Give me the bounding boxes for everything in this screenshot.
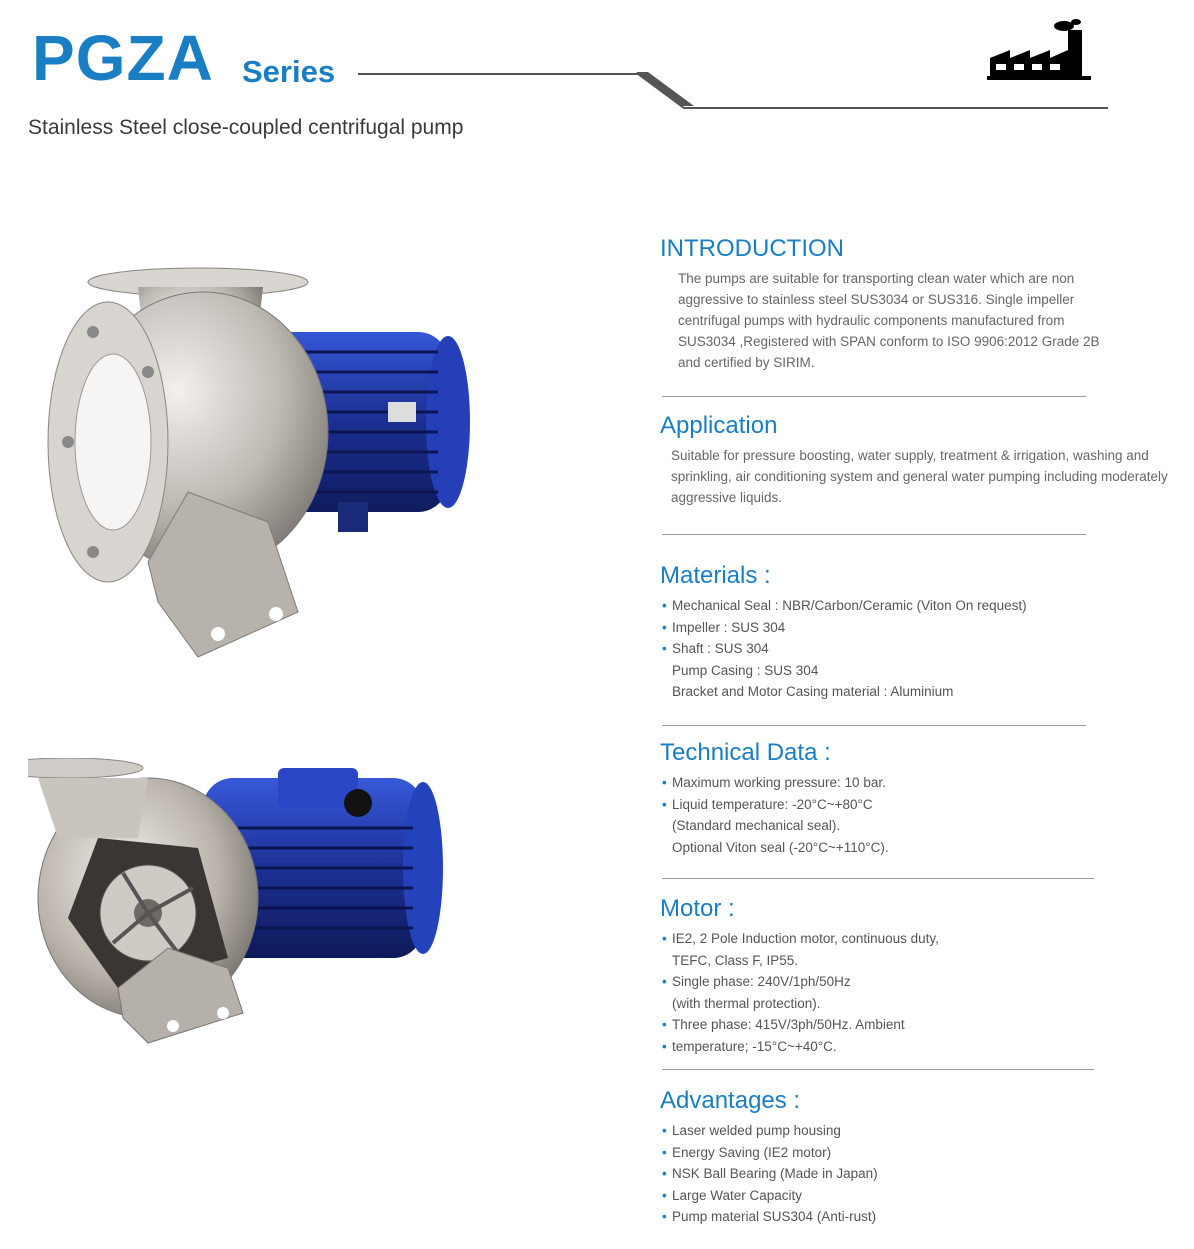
list-item: • IE2, 2 Pole Induction motor, continuous duty, bbox=[660, 928, 1180, 950]
application-text: Suitable for pressure boosting, water supply, treatment & irrigation, washing and sprinkling, air conditioning system and general water pumping including moderately aggressive liquids. bbox=[671, 448, 1168, 506]
list-item: • Laser welded pump housing bbox=[660, 1120, 1180, 1142]
list-item: • Three phase: 415V/3ph/50Hz. Ambient bbox=[660, 1014, 1180, 1036]
advantages-section bbox=[660, 1088, 1180, 1228]
motor-heading: Motor : bbox=[660, 895, 735, 922]
list-item: • Energy Saving (IE2 motor) bbox=[660, 1142, 1180, 1164]
introduction-section bbox=[660, 236, 1180, 373]
list-item: (with thermal protection). bbox=[672, 995, 821, 1011]
introduction-heading: INTRODUCTION bbox=[660, 235, 844, 262]
list-item: Bracket and Motor Casing material : Aluminium bbox=[672, 684, 954, 700]
introduction-text: The pumps are suitable for transporting clean water which are non aggressive to stainless steel SUS3034 or SUS316. Single impeller centrifugal pumps with hydraulic components manufactured from SUS3034 ,Registered with SPAN conform to ISO 9906:2012 Grade 2B and certified by SIRIM. bbox=[678, 271, 1100, 371]
list-item: • Mechanical Seal : NBR/Carbon/Ceramic (Viton On request) bbox=[660, 595, 1180, 617]
divider bbox=[662, 396, 1086, 397]
materials-heading: Materials : bbox=[660, 562, 771, 589]
list-item: • Large Water Capacity bbox=[660, 1185, 1180, 1207]
divider bbox=[662, 725, 1086, 726]
technical-data-section bbox=[660, 740, 1180, 858]
technical-data-heading: Technical Data : bbox=[660, 739, 831, 766]
divider bbox=[662, 534, 1086, 535]
factory-icon bbox=[984, 18, 1094, 98]
pump-image-assembled bbox=[38, 262, 478, 672]
application-section bbox=[660, 413, 1180, 508]
list-item: • Maximum working pressure: 10 bar. bbox=[660, 772, 1180, 794]
list-item: • Single phase: 240V/1ph/50Hz bbox=[660, 971, 1180, 993]
series-title: PGZA bbox=[32, 22, 214, 94]
application-heading: Application bbox=[660, 412, 778, 439]
series-label: Series bbox=[242, 54, 336, 89]
list-item: Pump Casing : SUS 304 bbox=[672, 662, 819, 678]
motor-section bbox=[660, 896, 1180, 1057]
list-item: TEFC, Class F, IP55. bbox=[672, 952, 799, 968]
list-item: • Impeller : SUS 304 bbox=[660, 617, 1180, 639]
divider bbox=[662, 878, 1094, 879]
materials-section bbox=[660, 563, 1180, 703]
list-item: • Pump material SUS304 (Anti-rust) bbox=[660, 1206, 1180, 1228]
list-item: • Shaft : SUS 304 bbox=[660, 638, 1180, 660]
list-item: • temperature; -15°C~+40°C. bbox=[660, 1036, 1180, 1058]
advantages-heading: Advantages : bbox=[660, 1087, 801, 1114]
list-item: (Standard mechanical seal). bbox=[672, 818, 841, 834]
page-subtitle: Stainless Steel close-coupled centrifugal pump bbox=[28, 116, 464, 139]
list-item: • Liquid temperature: -20°C~+80°C bbox=[660, 794, 1180, 816]
divider bbox=[662, 1069, 1094, 1070]
list-item: • NSK Ball Bearing (Made in Japan) bbox=[660, 1163, 1180, 1185]
list-item: Optional Viton seal (-20°C~+110°C). bbox=[672, 839, 889, 855]
pump-image-cutaway bbox=[28, 758, 448, 1048]
